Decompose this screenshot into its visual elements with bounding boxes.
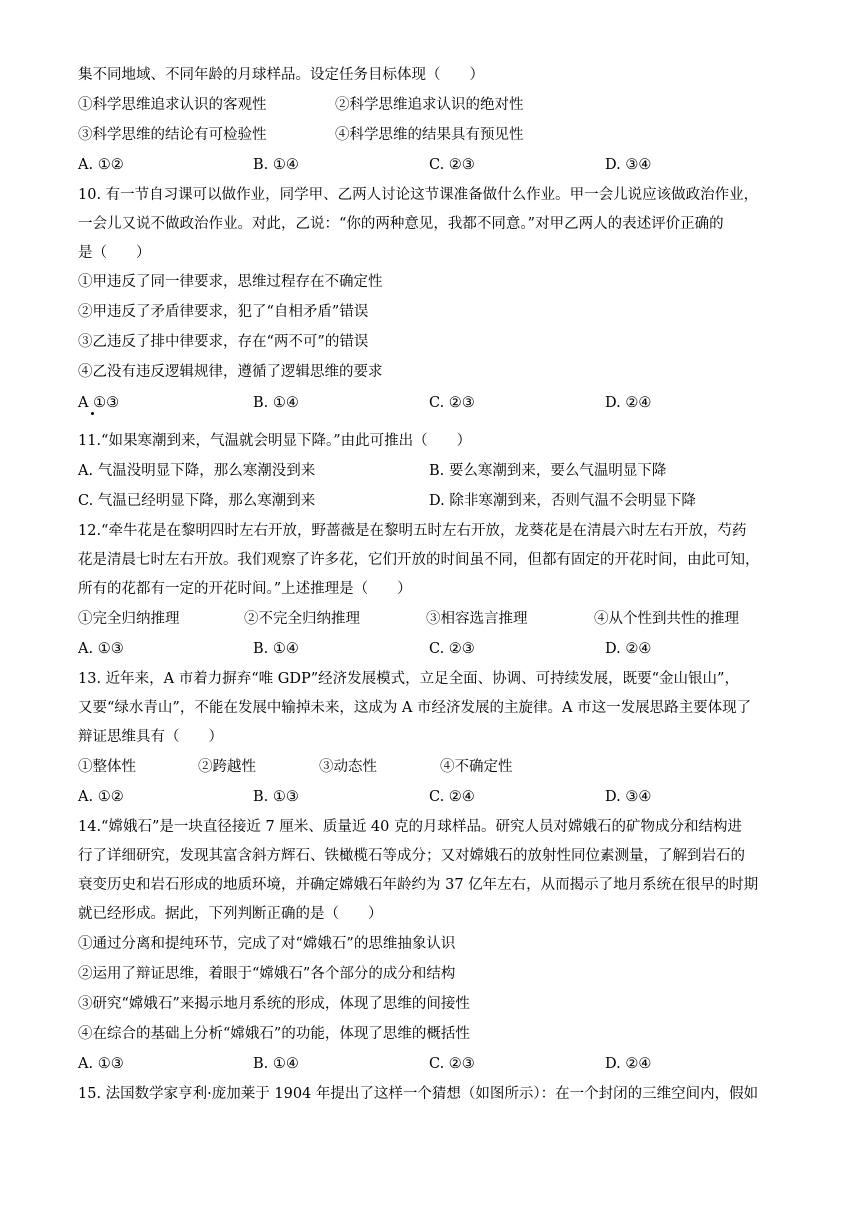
q14-option-b[interactable]: B. ①④ (253, 1056, 299, 1072)
q12-option-b[interactable]: B. ①④ (253, 641, 299, 657)
q13-option-b[interactable]: B. ①③ (253, 789, 299, 805)
q13-item-1: ①整体性 (78, 759, 136, 775)
q9-stem: 集不同地域、不同年龄的月球样品。设定任务目标体现（ ） (78, 67, 484, 83)
q14-stem-line-2: 行了详细研究，发现其富含斜方辉石、铁橄榄石等成分；又对嫦娥石的放射性同位素测量，了解到岩石的 (78, 848, 745, 864)
q10-stem-line-1: 10. 有一节自习课可以做作业，同学甲、乙两人讨论这节课准备做什么作业。甲一会儿说应该做政治作业， (78, 187, 759, 203)
stray-dot (91, 412, 94, 415)
q10-item-2: ②甲违反了矛盾律要求，犯了“自相矛盾”错误 (78, 304, 369, 320)
q14-item-2: ②运用了辩证思维，着眼于“嫦娥石”各个部分的成分和结构 (78, 966, 456, 982)
q13-item-2: ②跨越性 (198, 759, 256, 775)
q13-option-a[interactable]: A. ①② (78, 789, 124, 805)
q14-stem-line-3: 衰变历史和岩石形成的地质环境，并确定嫦娥石年龄约为 37 亿年左右，从而揭示了地月系统在很早的时期 (78, 877, 759, 893)
q10-option-a[interactable]: A ①③ (78, 395, 120, 411)
q13-stem-line-3: 辩证思维具有（ ） (78, 729, 223, 745)
q12-stem-line-3: 所有的花都有一定的开花时间。”上述推理是（ ） (78, 581, 412, 597)
q10-option-d[interactable]: D. ②④ (605, 395, 652, 411)
q14-item-4: ④在综合的基础上分析“嫦娥石”的功能，体现了思维的概括性 (78, 1026, 470, 1042)
q12-item-1: ①完全归纳推理 (78, 611, 180, 627)
q13-item-4: ④不确定性 (440, 759, 513, 775)
q14-item-3: ③研究“嫦娥石”来揭示地月系统的形成，体现了思维的间接性 (78, 996, 470, 1012)
q14-stem-line-1: 14.“嫦娥石”是一块直径接近 7 厘米、质量近 40 克的月球样品。研究人员对嫦娥石的矿物成分和结构进 (78, 819, 742, 835)
q12-option-a[interactable]: A. ①③ (78, 641, 124, 657)
q11-stem: 11.“如果寒潮到来，气温就会明显下降。”由此可推出（ ） (78, 433, 472, 449)
q10-option-b[interactable]: B. ①④ (253, 395, 299, 411)
q12-stem-line-1: 12.“牵牛花是在黎明四时左右开放，野蔷薇是在黎明五时左右开放，龙葵花是在清晨六时左右开放，芍药 (78, 523, 747, 539)
q9-item-4: ④科学思维的结果具有预见性 (335, 127, 524, 143)
q10-item-1: ①甲违反了同一律要求，思维过程存在不确定性 (78, 274, 383, 290)
q9-option-a[interactable]: A. ①② (78, 157, 124, 173)
q12-item-2: ②不完全归纳推理 (244, 611, 360, 627)
q13-option-c[interactable]: C. ②④ (429, 789, 475, 805)
q14-stem-line-4: 就已经形成。据此，下列判断正确的是（ ） (78, 906, 383, 922)
q12-option-c[interactable]: C. ②③ (429, 641, 475, 657)
q10-stem-line-3: 是（ ） (78, 245, 151, 261)
q13-item-3: ③动态性 (319, 759, 377, 775)
q9-option-d[interactable]: D. ③④ (605, 157, 652, 173)
q10-stem-line-2: 一会儿又说不做政治作业。对此，乙说：“你的两种意见，我都不同意。”对甲乙两人的表述评价正确的 (78, 216, 724, 232)
q14-item-1: ①通过分离和提纯环节，完成了对“嫦娥石”的思维抽象认识 (78, 936, 456, 952)
q10-item-4: ④乙没有违反逻辑规律，遵循了逻辑思维的要求 (78, 364, 383, 380)
q14-option-d[interactable]: D. ②④ (605, 1056, 652, 1072)
q13-option-d[interactable]: D. ③④ (605, 789, 652, 805)
q11-option-d[interactable]: D. 除非寒潮到来，否则气温不会明显下降 (429, 493, 696, 509)
q10-item-3: ③乙违反了排中律要求，存在“两不可”的错误 (78, 334, 369, 350)
q11-option-a[interactable]: A. 气温没明显下降，那么寒潮没到来 (78, 463, 316, 479)
q12-item-4: ④从个性到共性的推理 (594, 611, 739, 627)
q14-option-c[interactable]: C. ②③ (429, 1056, 475, 1072)
q9-item-2: ②科学思维追求认识的绝对性 (335, 97, 524, 113)
q15-stem-line-1: 15. 法国数学家亨利·庞加莱于 1904 年提出了这样一个猜想（如图所示）：在一个封闭的三维空间内，假如 (78, 1086, 759, 1102)
q14-option-a[interactable]: A. ①③ (78, 1056, 124, 1072)
q11-option-b[interactable]: B. 要么寒潮到来，要么气温明显下降 (429, 463, 667, 479)
q10-option-c[interactable]: C. ②③ (429, 395, 475, 411)
q12-stem-line-2: 花是清晨七时左右开放。我们观察了许多花，它们开放的时间虽不同，但都有固定的开花时间，由此可知， (78, 552, 760, 568)
q9-item-1: ①科学思维追求认识的客观性 (78, 97, 267, 113)
q9-option-b[interactable]: B. ①④ (253, 157, 299, 173)
q9-item-3: ③科学思维的结论有可检验性 (78, 127, 267, 143)
q11-option-c[interactable]: C. 气温已经明显下降，那么寒潮到来 (78, 493, 316, 509)
q12-option-d[interactable]: D. ②④ (605, 641, 652, 657)
q13-stem-line-2: 又要“绿水青山”，不能在发展中输掉未来，这成为 A 市经济发展的主旋律。A 市这一发展思路主要体现了 (78, 700, 752, 716)
q9-option-c[interactable]: C. ②③ (429, 157, 475, 173)
q12-item-3: ③相容选言推理 (426, 611, 528, 627)
q13-stem-line-1: 13. 近年来，A 市着力摒弃“唯 GDP”经济发展模式，立足全面、协调、可持续发展，既要“金山银山”， (78, 671, 739, 687)
